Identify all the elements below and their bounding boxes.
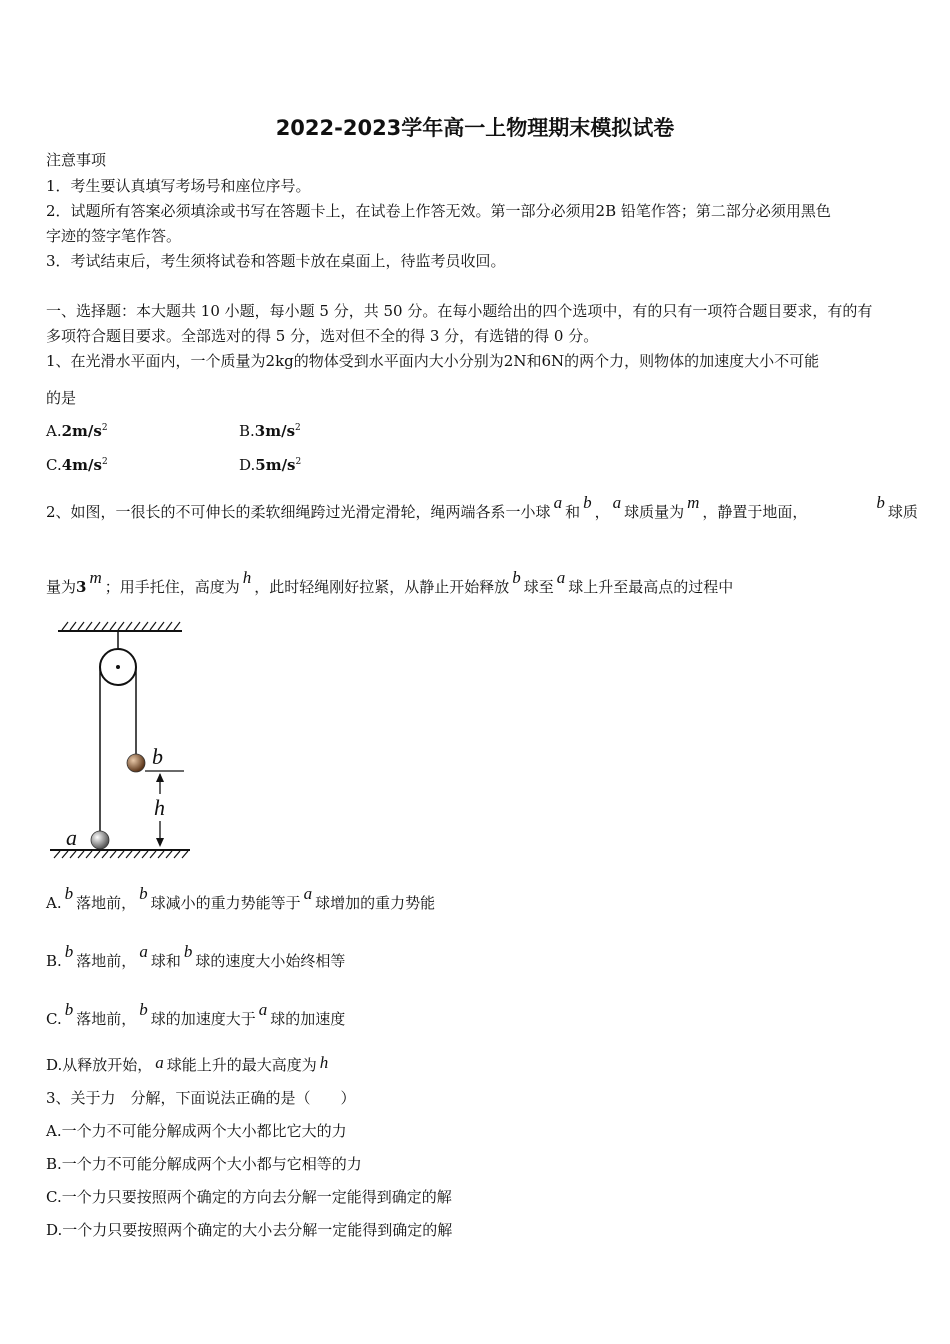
q1-option-c-value: 4m/s	[61, 456, 102, 474]
q1-option-c-label: C.	[46, 456, 62, 474]
q2-stem-2: 量为3 m ；用手托住，高度为 h ，此时轻绳刚好拉紧，从静止开始释放 b 球至 a 球上升至最高点的过程中	[46, 568, 734, 596]
notice-item-2a: 2．试题所有答案必须填涂或书写在答题卡上，在试卷上作答无效。第一部分必须用2B 铅笔作答；第二部分必须用黑色	[46, 202, 831, 220]
q1-option-a-label: A.	[46, 422, 62, 440]
var-m: m	[687, 493, 700, 512]
q2-option-b[interactable]: B. b 落地前， a 球和 b 球的速度大小始终相等	[46, 942, 346, 970]
label-a: a	[66, 825, 77, 850]
ball-b	[127, 754, 145, 772]
q2-option-c[interactable]: C. b 落地前， b 球的加速度大于 a 球的加速度	[46, 1000, 346, 1028]
q3-option-d[interactable]: D.一个力只要按照两个确定的大小去分解一定能得到确定的解	[46, 1221, 453, 1239]
q1-stem-1: 1、在光滑水平面内，一个质量为2kg的物体受到水平面内大小分别为2N和6N的两个力，则物体的加速度大小不可能	[46, 352, 820, 370]
q2-option-a[interactable]: A. b 落地前， b 球减小的重力势能等于 a 球增加的重力势能	[46, 884, 436, 912]
notice-item-3: 3．考试结束后，考生须将试卷和答题卡放在桌面上，待监考员收回。	[46, 252, 506, 270]
page-title: 2022-2023学年高一上物理期末模拟试卷	[275, 116, 675, 140]
var-b: b	[876, 493, 885, 512]
var-b: b	[583, 493, 592, 512]
q1-stem-2: 的是	[46, 389, 77, 407]
var-m: m	[89, 568, 102, 587]
q3-option-c[interactable]: C.一个力只要按照两个确定的方向去分解一定能得到确定的解	[46, 1188, 452, 1206]
var-a: a	[553, 493, 563, 512]
q2-option-d[interactable]: D.从释放开始， a 球能上升的最大高度为 h	[46, 1053, 329, 1074]
q3-option-a[interactable]: A.一个力不可能分解成两个大小都比它大的力	[46, 1122, 347, 1140]
q1-option-d-label: D.	[239, 456, 256, 474]
label-b: b	[152, 744, 163, 769]
notice-item-2b: 字迹的签字笔作答。	[46, 227, 182, 245]
section-instructions-2: 多项符合题目要求。全部选对的得 5 分，选对但不全的得 3 分，有选错的得 0 分。	[46, 327, 599, 345]
q1-option-b-value: 3m/s	[254, 422, 296, 440]
section-instructions-1: 一、选择题：本大题共 10 小题，每小题 5 分，共 50 分。在每小题给出的四个选项中，有的只有一项符合题目要求，有的有	[46, 302, 873, 320]
notice-item-1: 1．考生要认真填写考场号和座位序号。	[46, 177, 311, 195]
var-a: a	[556, 568, 566, 587]
q1-option-c-exponent: 2	[101, 457, 108, 467]
ground	[50, 850, 190, 858]
q1-option-b-exponent: 2	[295, 423, 301, 433]
q1-option-a-value: 2m/s	[61, 422, 102, 440]
var-b: b	[512, 568, 521, 587]
ball-a	[91, 831, 109, 849]
pulley-diagram	[44, 614, 194, 864]
q1-option-b-label: B.	[239, 422, 255, 440]
var-a: a	[612, 493, 622, 512]
q1-option-a[interactable]	[46, 422, 108, 440]
q1-option-b[interactable]	[239, 422, 301, 440]
q3-option-b[interactable]: B.一个力不可能分解成两个大小都与它相等的力	[46, 1155, 362, 1173]
ceiling	[58, 622, 182, 631]
q1-option-d-exponent: 2	[295, 457, 302, 467]
notice-heading: 注意事项	[46, 151, 107, 169]
q1-option-d[interactable]	[239, 456, 301, 474]
q1-option-d-value: 5m/s	[255, 456, 296, 474]
var-h: h	[242, 568, 252, 587]
q1-option-a-exponent: 2	[101, 423, 108, 433]
q2-stem-1: 2、如图，一很长的不可伸长的柔软细绳跨过光滑定滑轮，绳两端各系一小球 a 和 b ， a 球质量为 m ，静置于地面， b 球质	[46, 493, 918, 521]
q1-option-c[interactable]	[46, 456, 108, 474]
label-h: h	[154, 795, 165, 820]
q3-stem: 3、关于力 分解，下面说法正确的是（ ）	[46, 1089, 356, 1107]
pulley-axle	[116, 665, 120, 669]
